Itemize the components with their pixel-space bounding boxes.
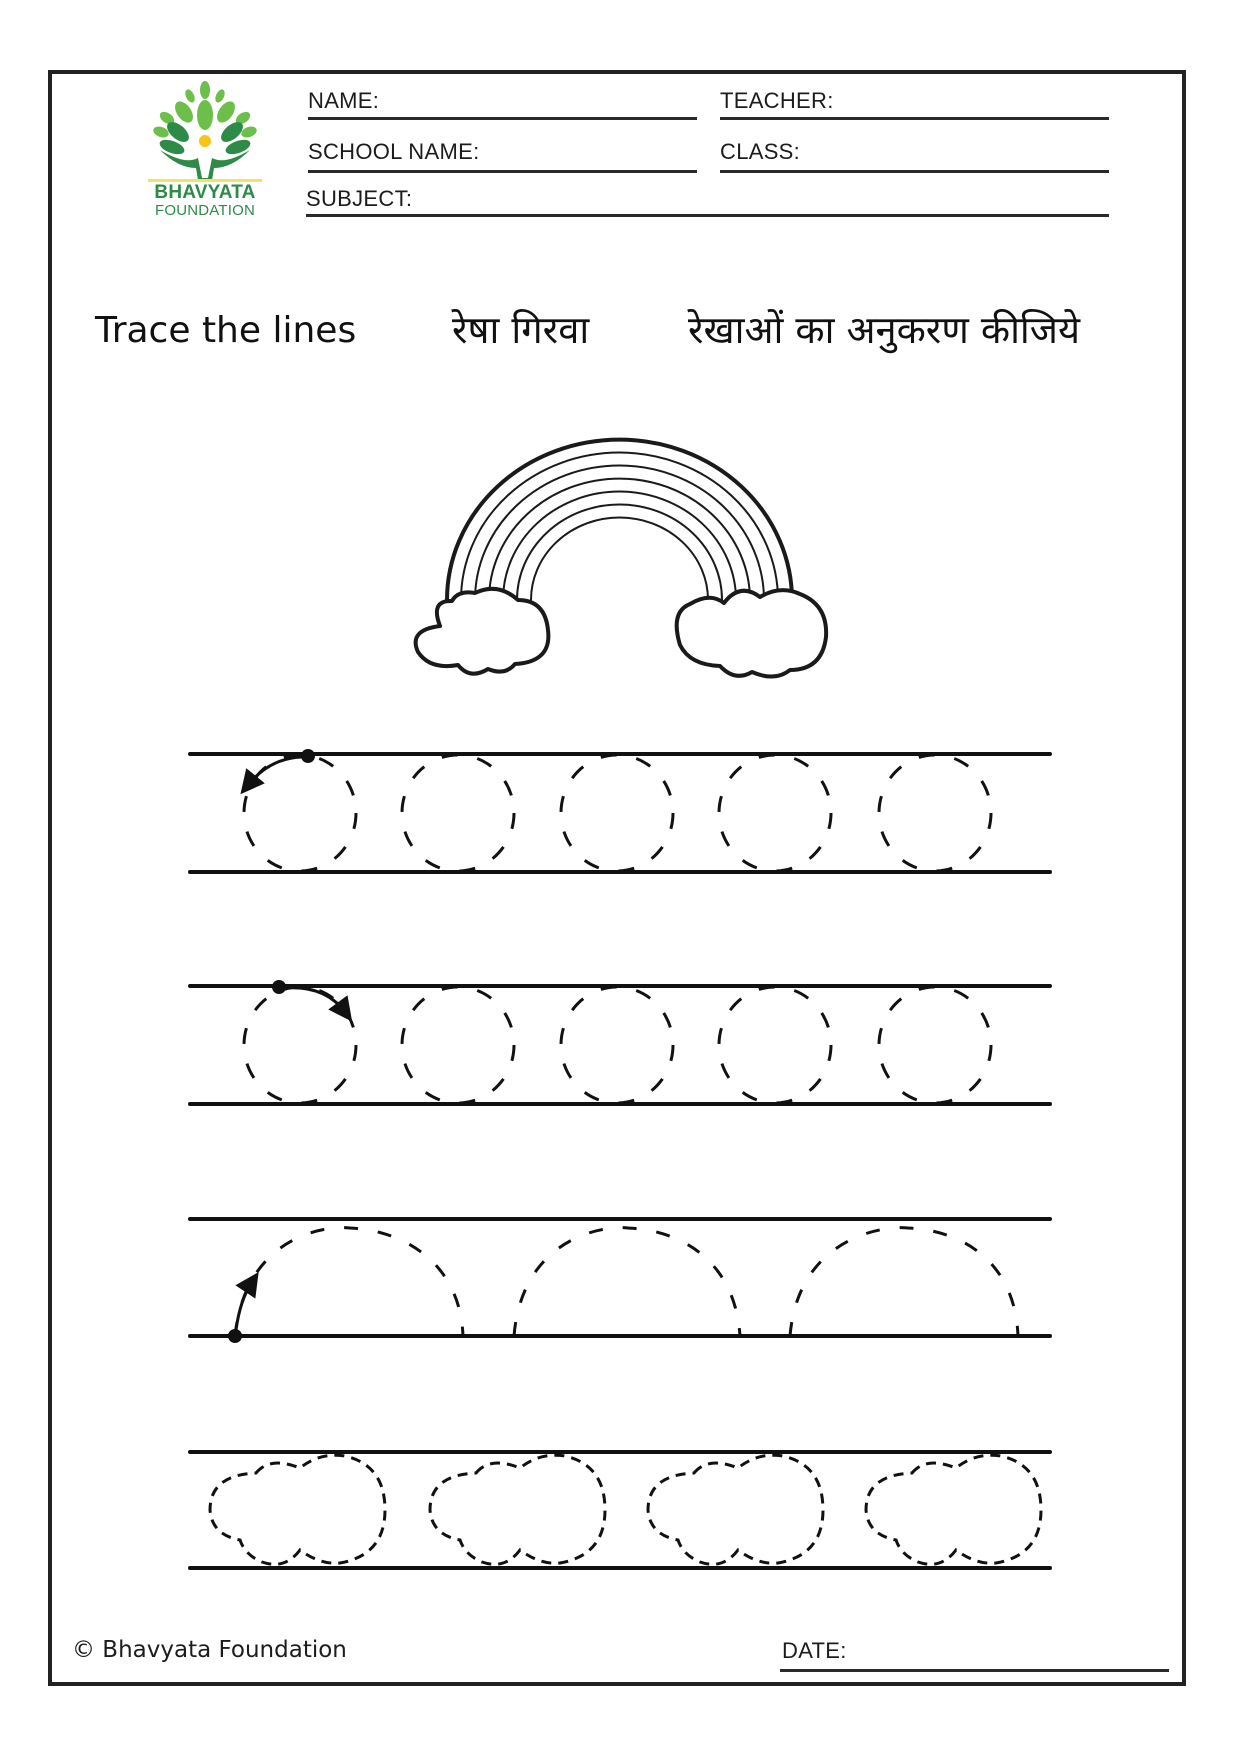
instruction-hindi: रेखाओं का अनुकरण कीजिये: [688, 308, 1080, 352]
instruction-english: Trace the lines: [95, 310, 357, 351]
date-label: DATE:: [782, 1638, 847, 1663]
tracing-row-circles-cw[interactable]: [190, 980, 1050, 1104]
start-arrow-cw-icon: [285, 988, 345, 1012]
teacher-label: TEACHER:: [720, 88, 834, 113]
date-underline[interactable]: [780, 1669, 1169, 1672]
tracing-row-arches[interactable]: [190, 1219, 1050, 1343]
start-arrow-ccw-icon: [248, 757, 302, 785]
subject-label: SUBJECT:: [306, 186, 413, 211]
tracing-row-clouds[interactable]: [190, 1452, 1050, 1568]
start-arrow-up-icon: [236, 1282, 252, 1330]
name-label: NAME:: [308, 88, 380, 113]
school-name-label: SCHOOL NAME:: [308, 139, 480, 164]
instruction-marathi: रेषा गिरवा: [452, 308, 590, 352]
logo-name: BHAVYATA: [154, 182, 256, 203]
logo-subtitle: FOUNDATION: [154, 202, 256, 219]
class-label: CLASS:: [720, 139, 801, 164]
copyright-text: © Bhavyata Foundation: [72, 1637, 347, 1663]
tracing-row-circles-ccw[interactable]: [190, 749, 1050, 872]
